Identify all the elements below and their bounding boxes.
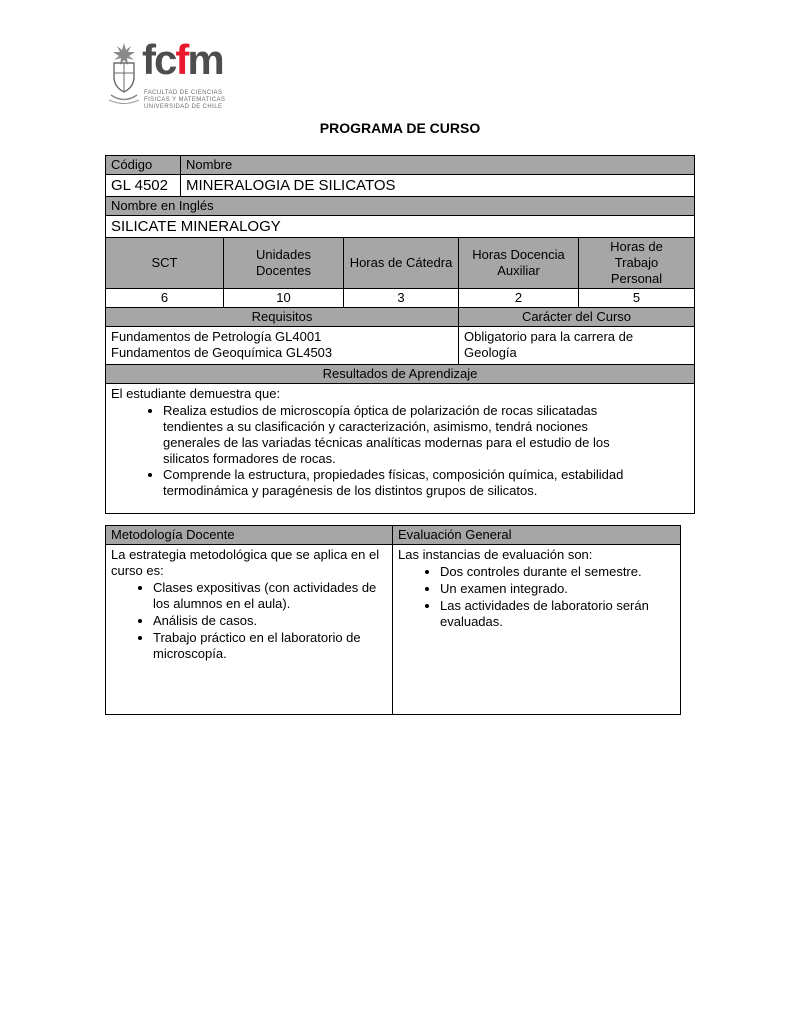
codigo-value-cell: GL 4502 [106, 175, 181, 197]
bullet-item: • Análisis de casos. [153, 613, 385, 629]
resultados-table [105, 364, 695, 514]
metodologia-bullet-list [111, 580, 387, 662]
requisitos-header-cell: Requisitos [106, 308, 459, 327]
logo-caption-line: UNIVERSIDAD DE CHILE [144, 104, 223, 110]
wordmark-letter-red: f [175, 36, 188, 83]
evaluacion-intro: Las instancias de evaluación son: [398, 547, 593, 562]
horas-trabajo-value-cell: 5 [579, 289, 695, 308]
requisito-line: Fundamentos de Petrología GL4001 [111, 329, 322, 344]
unidades-docentes-value-cell: 10 [224, 289, 344, 308]
wordmark-letter: f [142, 36, 154, 83]
resultados-intro: El estudiante demuestra que: [111, 386, 281, 401]
requisitos-table [105, 307, 695, 365]
unidades-docentes-header-cell: Unidades Docentes [224, 238, 344, 289]
methodology-evaluation-table [105, 525, 681, 715]
requisito-line: Fundamentos de Geoquímica GL4503 [111, 345, 333, 360]
metodologia-content-cell [106, 545, 393, 715]
nombre-header-cell: Nombre [181, 156, 695, 175]
sct-value-cell: 6 [106, 289, 224, 308]
horas-trabajo-header-cell: Horas de Trabajo Personal [579, 238, 695, 289]
evaluacion-header-cell: Evaluación General [393, 526, 681, 545]
horas-catedra-header-cell: Horas de Cátedra [344, 238, 459, 289]
logo-caption-line: FISICAS Y MATEMATICAS [144, 97, 226, 103]
evaluacion-content-cell [393, 545, 681, 715]
logo-caption [144, 90, 225, 111]
bullet-item: • Dos controles durante el semestre. [440, 564, 673, 580]
university-shield-icon [106, 42, 142, 106]
sct-header-cell: SCT [106, 238, 224, 289]
bullet-item: • Las actividades de laboratorio serán evaluadas. [440, 598, 673, 630]
bullet-item: • Comprende la estructura, propiedades físicas, composición química, estabilidad termodinámica y paragénesis de los distintos grupos de silicatos. [163, 467, 647, 499]
nombre-ingles-header-cell: Nombre en Inglés [106, 197, 695, 216]
bullet-item: • Clases expositivas (con actividades de los alumnos en el aula). [153, 580, 385, 612]
metodologia-intro: La estrategia metodológica que se aplica en el curso es: [111, 547, 380, 578]
caracter-value-cell: Obligatorio para la carrera de Geología [459, 327, 695, 365]
code-name-table [105, 155, 695, 238]
nombre-ingles-value-cell: SILICATE MINERALOGY [106, 216, 695, 238]
wordmark-letter: c [154, 36, 176, 83]
resultados-bullet-list [111, 403, 689, 499]
fcfm-wordmark [142, 34, 223, 86]
horas-docencia-header-cell: Horas Docencia Auxiliar [459, 238, 579, 289]
horas-docencia-value-cell: 2 [459, 289, 579, 308]
caracter-header-cell: Carácter del Curso [459, 308, 695, 327]
resultados-content-cell [106, 384, 695, 514]
fcfm-logo [106, 36, 276, 114]
wordmark-letter: m [187, 36, 223, 83]
bullet-item: • Un examen integrado. [440, 581, 673, 597]
credits-table [105, 237, 695, 308]
evaluacion-bullet-list [398, 564, 675, 630]
requisitos-value-cell [106, 327, 459, 365]
resultados-header-cell: Resultados de Aprendizaje [106, 365, 695, 384]
nombre-value-cell: MINERALOGIA DE SILICATOS [181, 175, 695, 197]
bullet-item: • Realiza estudios de microscopía óptica de polarización de rocas silicatadas tendientes a su clasificación y caracterización, asimismo, tendrá nociones generales de las variadas técnicas analíticas modernas para el estudio de los silicatos formadores de rocas. [163, 403, 647, 467]
page-title: PROGRAMA DE CURSO [319, 120, 481, 136]
bullet-item: • Trabajo práctico en el laboratorio de microscopía. [153, 630, 385, 662]
horas-catedra-value-cell: 3 [344, 289, 459, 308]
course-info-table [105, 155, 695, 514]
codigo-header-cell: Código [106, 156, 181, 175]
logo-caption-line: FACULTAD DE CIENCIAS [144, 90, 223, 96]
metodologia-header-cell: Metodología Docente [106, 526, 393, 545]
